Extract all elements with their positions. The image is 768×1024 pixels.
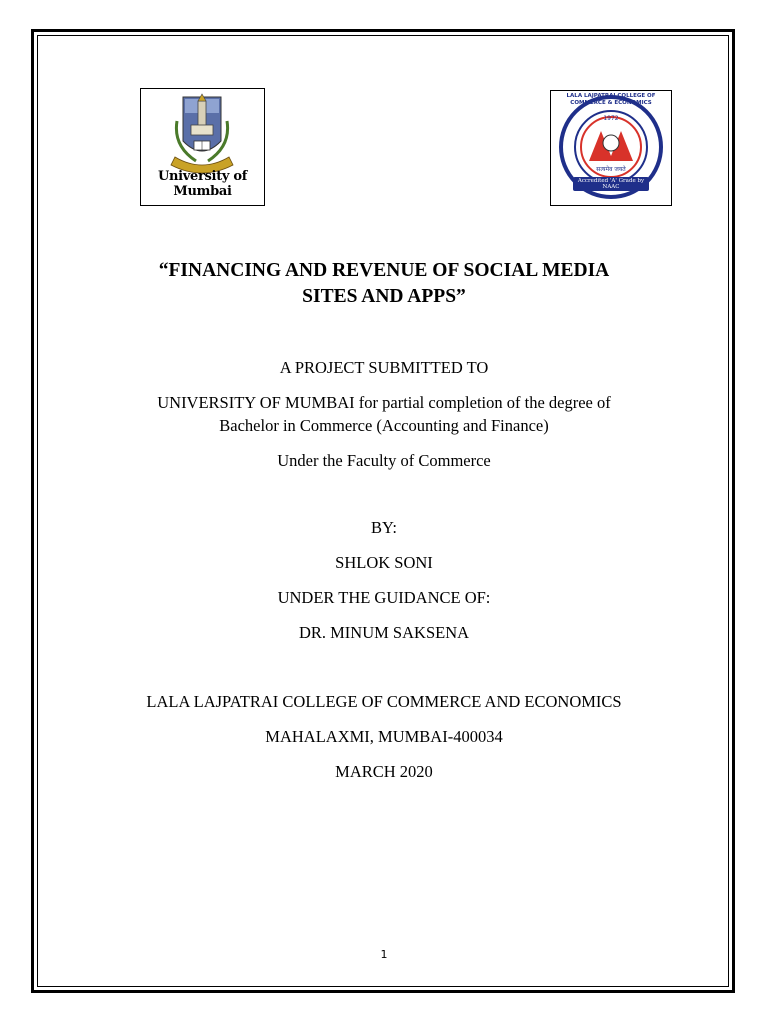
university-of-mumbai-crest-icon (141, 91, 264, 179)
project-title (120, 258, 648, 310)
by-label: BY: (371, 518, 397, 537)
college-seal-motto: सत्यमेव जयते (596, 166, 626, 173)
college-seal-year: 1972 (603, 115, 619, 122)
university-of-mumbai-logo (140, 88, 265, 206)
college-name: LALA LAJPATRAI COLLEGE OF COMMERCE AND ECONOMICS (146, 692, 622, 711)
university-name-logo-text: University of Mumbai (157, 169, 248, 199)
submission-date: MARCH 2020 (335, 762, 433, 781)
faculty-text: Under the Faculty of Commerce (277, 451, 491, 470)
submitted-to-text: A PROJECT SUBMITTED TO (279, 358, 489, 377)
university-line-2: Bachelor in Commerce (Accounting and Finance) (219, 416, 549, 435)
lala-lajpatrai-college-logo (550, 90, 672, 206)
college-seal-ring-text: LALA LAJPATRAI COLLEGE OF COMMERCE & ECONOMICS (566, 93, 656, 106)
guidance-label: UNDER THE GUIDANCE OF: (277, 588, 491, 607)
project-title-line-1: “FINANCING AND REVENUE OF SOCIAL MEDIA (158, 260, 610, 281)
author-name: SHLOK SONI (335, 553, 433, 572)
project-title-line-2: SITES AND APPS” (302, 286, 466, 307)
page-number: 1 (380, 948, 388, 961)
university-line-1: UNIVERSITY OF MUMBAI for partial completion of the degree of (157, 393, 611, 412)
college-address: MAHALAXMI, MUMBAI-400034 (265, 727, 503, 746)
guide-name: DR. MINUM SAKSENA (298, 623, 470, 642)
college-seal-accreditation-banner: Accredited 'A' Grade by NAAC (577, 178, 645, 190)
